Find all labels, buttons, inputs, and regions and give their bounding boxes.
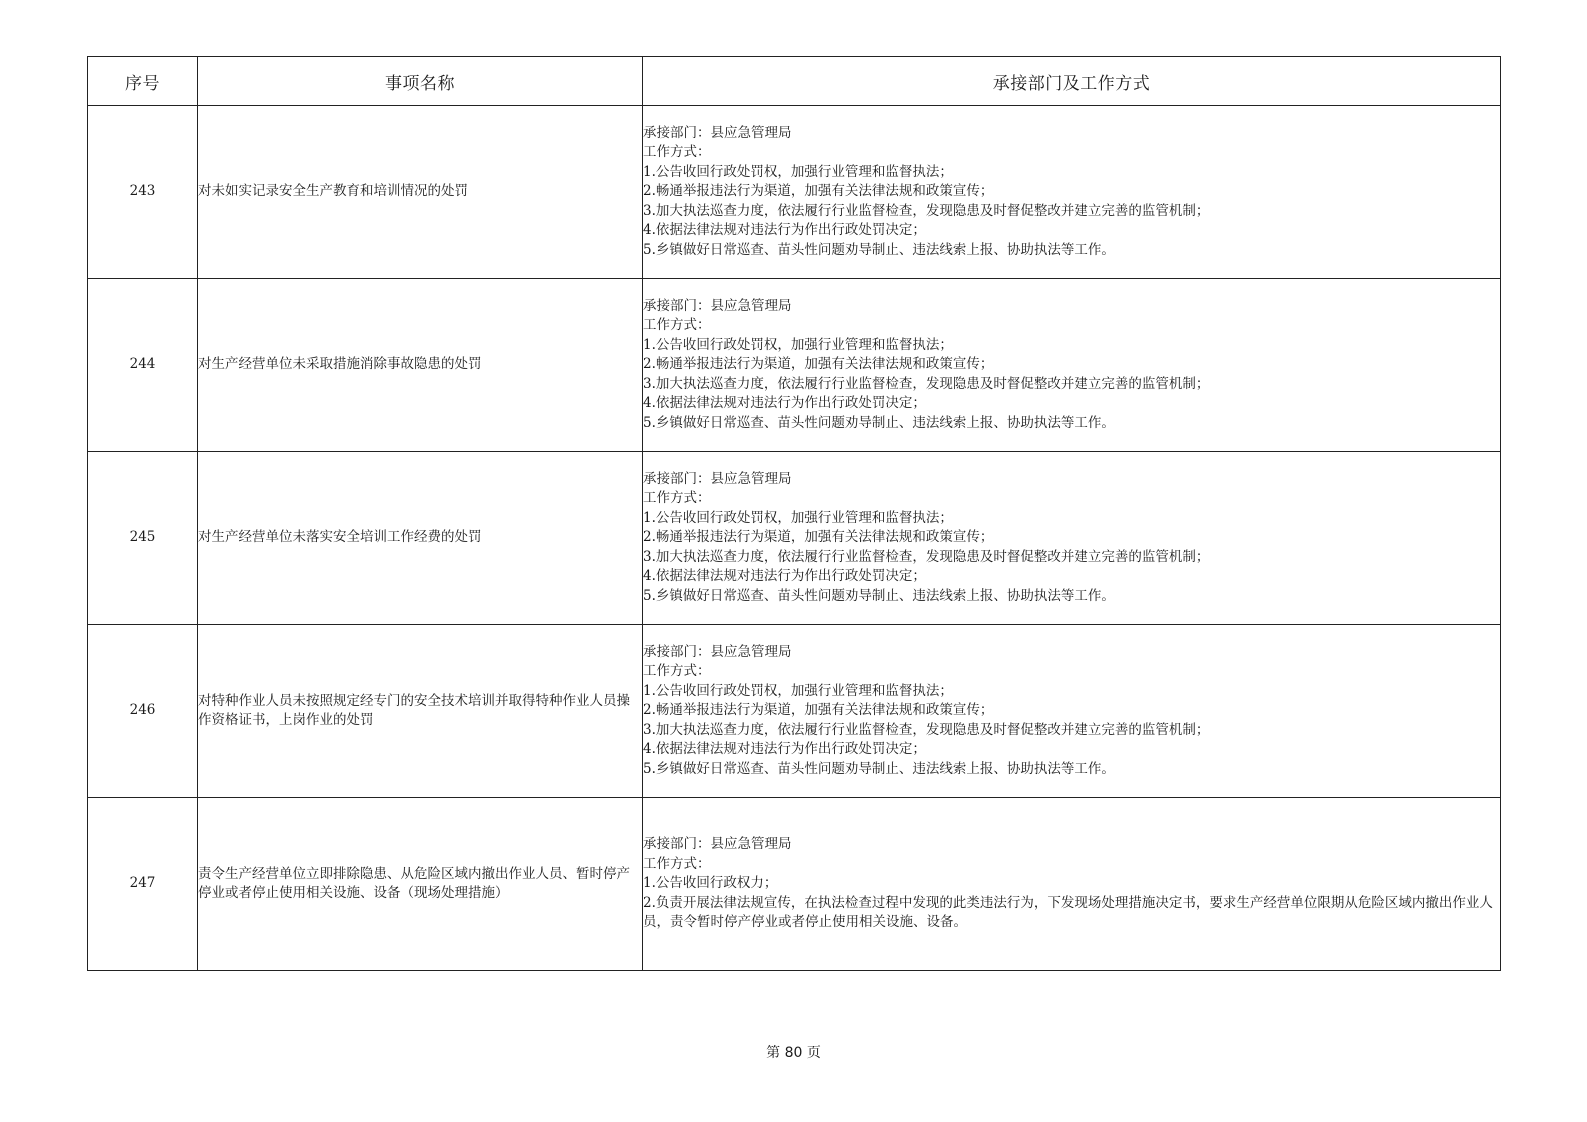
- header-row: [88, 57, 1501, 106]
- seq-cell: 244: [88, 279, 198, 452]
- item-name-cell: 对生产经营单位未采取措施消除事故隐患的处罚: [198, 279, 643, 452]
- dept-line: 工作方式：: [643, 855, 711, 872]
- dept-line: 工作方式：: [643, 490, 711, 507]
- dept-line: 3.加大执法巡查力度，依法履行行业监督检查，发现隐患及时督促整改并建立完善的监管机制；: [643, 375, 1210, 392]
- department-method-cell: [643, 625, 1501, 798]
- dept-line: 3.加大执法巡查力度，依法履行行业监督检查，发现隐患及时督促整改并建立完善的监管机制；: [643, 548, 1210, 565]
- dept-line: 承接部门：县应急管理局: [643, 643, 792, 660]
- table-row: [88, 106, 1501, 279]
- table-row: [88, 625, 1501, 798]
- dept-line: 1.公告收回行政权力；: [643, 875, 778, 892]
- dept-line: 3.加大执法巡查力度，依法履行行业监督检查，发现隐患及时督促整改并建立完善的监管机制；: [643, 721, 1210, 738]
- dept-line: 承接部门：县应急管理局: [643, 124, 792, 141]
- department-method-cell: [643, 279, 1501, 452]
- seq-cell: 245: [88, 452, 198, 625]
- dept-line: 4.依据法律法规对违法行为作出行政处罚决定；: [643, 222, 926, 239]
- dept-line: 1.公告收回行政处罚权，加强行业管理和监督执法；: [643, 682, 953, 699]
- seq-cell: 246: [88, 625, 198, 798]
- item-name-cell: 责令生产经营单位立即排除隐患、从危险区域内撤出作业人员、暂时停产停业或者停止使用相关设施、设备（现场处理措施）: [198, 798, 643, 971]
- dept-line: 4.依据法律法规对违法行为作出行政处罚决定；: [643, 741, 926, 758]
- department-method-cell: [643, 798, 1501, 971]
- dept-line: 4.依据法律法规对违法行为作出行政处罚决定；: [643, 568, 926, 585]
- dept-line: 3.加大执法巡查力度，依法履行行业监督检查，发现隐患及时督促整改并建立完善的监管机制；: [643, 202, 1210, 219]
- dept-line: 2.负责开展法律法规宣传，在执法检查过程中发现的此类违法行为，下发现场处理措施决定书，要求生产经营单位限期从危险区域内撤出作业人员，责令暂时停产停业或者停止使用相关设施、设备。: [643, 894, 1493, 931]
- items-table: [87, 56, 1501, 971]
- department-method-cell: [643, 452, 1501, 625]
- seq-cell: 243: [88, 106, 198, 279]
- table-row: [88, 279, 1501, 452]
- dept-line: 1.公告收回行政处罚权，加强行业管理和监督执法；: [643, 509, 953, 526]
- item-name-cell: 对未如实记录安全生产教育和培训情况的处罚: [198, 106, 643, 279]
- dept-line: 承接部门：县应急管理局: [643, 836, 792, 853]
- header-department-method: 承接部门及工作方式: [643, 57, 1501, 106]
- dept-line: 2.畅通举报违法行为渠道，加强有关法律法规和政策宣传；: [643, 529, 994, 546]
- dept-line: 1.公告收回行政处罚权，加强行业管理和监督执法；: [643, 163, 953, 180]
- seq-cell: 247: [88, 798, 198, 971]
- dept-line: 2.畅通举报违法行为渠道，加强有关法律法规和政策宣传；: [643, 183, 994, 200]
- header-item-name: 事项名称: [198, 57, 643, 106]
- dept-line: 5.乡镇做好日常巡查、苗头性问题劝导制止、违法线索上报、协助执法等工作。: [643, 414, 1115, 431]
- item-name-cell: 对生产经营单位未落实安全培训工作经费的处罚: [198, 452, 643, 625]
- table-row: [88, 798, 1501, 971]
- table-row: [88, 452, 1501, 625]
- dept-line: 工作方式：: [643, 317, 711, 334]
- dept-line: 5.乡镇做好日常巡查、苗头性问题劝导制止、违法线索上报、协助执法等工作。: [643, 241, 1115, 258]
- dept-line: 5.乡镇做好日常巡查、苗头性问题劝导制止、违法线索上报、协助执法等工作。: [643, 760, 1115, 777]
- dept-line: 工作方式：: [643, 663, 711, 680]
- dept-line: 2.畅通举报违法行为渠道，加强有关法律法规和政策宣传；: [643, 702, 994, 719]
- item-name-cell: 对特种作业人员未按照规定经专门的安全技术培训并取得特种作业人员操作资格证书，上岗作业的处罚: [198, 625, 643, 798]
- dept-line: 5.乡镇做好日常巡查、苗头性问题劝导制止、违法线索上报、协助执法等工作。: [643, 587, 1115, 604]
- dept-line: 工作方式：: [643, 144, 711, 161]
- dept-line: 2.畅通举报违法行为渠道，加强有关法律法规和政策宣传；: [643, 356, 994, 373]
- page-number: 第 80 页: [766, 1045, 821, 1061]
- department-method-cell: [643, 106, 1501, 279]
- dept-line: 4.依据法律法规对违法行为作出行政处罚决定；: [643, 395, 926, 412]
- dept-line: 1.公告收回行政处罚权，加强行业管理和监督执法；: [643, 336, 953, 353]
- dept-line: 承接部门：县应急管理局: [643, 297, 792, 314]
- dept-line: 承接部门：县应急管理局: [643, 470, 792, 487]
- header-seq: 序号: [88, 57, 198, 106]
